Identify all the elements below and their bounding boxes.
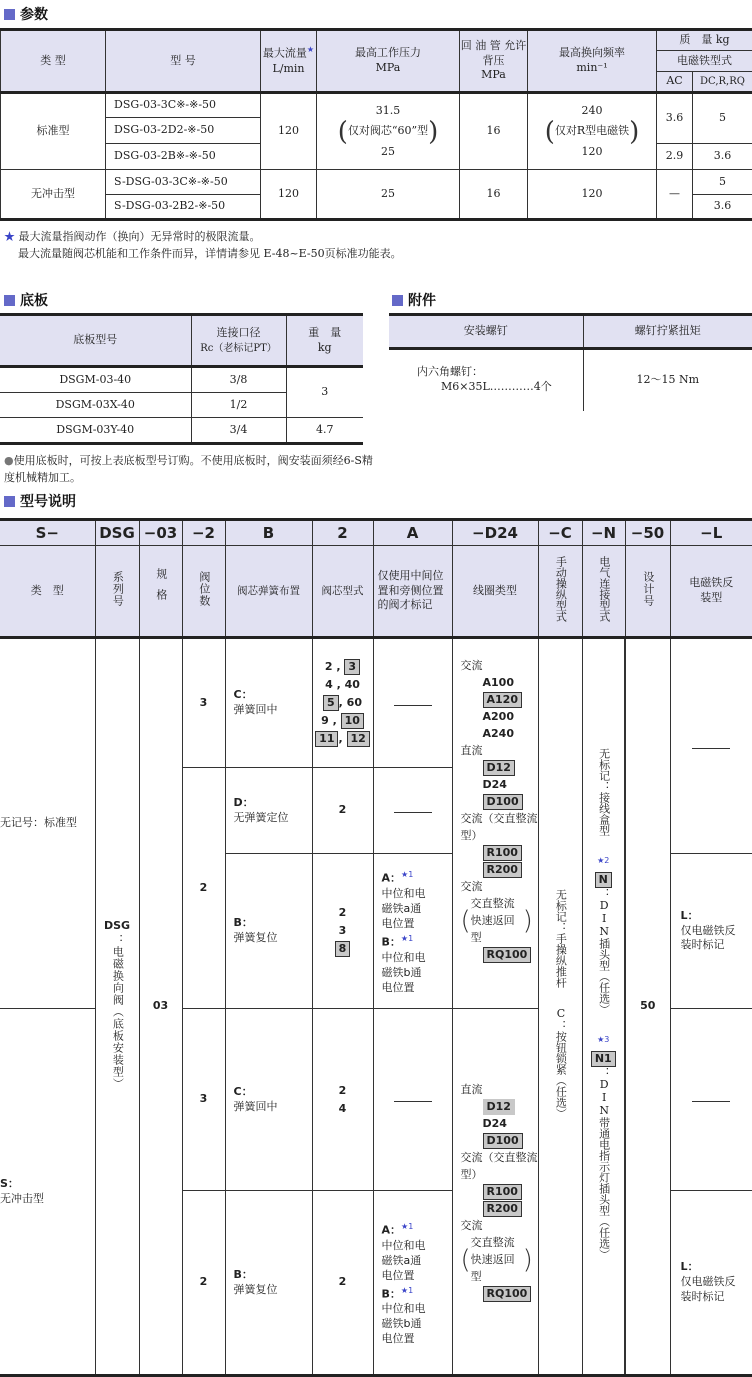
- code-reverse: −L: [670, 520, 752, 546]
- subplate-weight: 4.7: [286, 418, 363, 444]
- desc-positions: 阀位数: [182, 546, 225, 638]
- square-bullet-icon: [4, 295, 15, 306]
- spring-cell: D： 无弹簧定位: [225, 768, 312, 854]
- subplate-note: ●使用底板时，可按上表底板型号订购。不使用底板时，阀安装面须经6-S精度机械精加工。: [4, 452, 374, 486]
- spool-cell: 2 , 3 4 , 40 5 , 60 9 , 10 11 , 12: [312, 638, 373, 768]
- model-cell: S-DSG-03-3C※-※-50: [106, 170, 261, 195]
- subplate-model: DSGM-03Y-40: [0, 418, 191, 444]
- params-table: [0, 28, 752, 221]
- positions-cell: 3: [182, 1009, 225, 1191]
- square-bullet-icon: [4, 9, 15, 20]
- reverse-cell: [670, 1009, 752, 1191]
- elec-cell: 无标记：接线盒型 $^{★2}$ N ：DIN插头型（任选） $^{★3}$ N1 ：DIN带通电指示灯插头型（任选）: [582, 638, 625, 1376]
- spool-cell: 2: [312, 768, 373, 854]
- code-elec: −N: [582, 520, 625, 546]
- subplate-port: 3/8: [191, 367, 286, 393]
- header-back-pressure: 回 油 管 允许背压 MPa: [460, 30, 528, 93]
- ac-mass: 2.9: [657, 144, 693, 170]
- spool-cell: 2: [312, 1191, 373, 1376]
- type-standard: 标准型: [1, 93, 106, 170]
- code-coil: −D24: [452, 520, 538, 546]
- bullet-icon: ●: [4, 454, 14, 467]
- params-title: 参数: [20, 4, 48, 24]
- desc-spring: 阀芯弹簧布置: [225, 546, 312, 638]
- flow-cell: 120: [261, 93, 317, 170]
- type-shockless: 无冲击型: [1, 170, 106, 220]
- section-title-params: [4, 4, 48, 24]
- accessory-table: [389, 313, 752, 411]
- dc-mass: 5: [693, 170, 752, 195]
- code-spool: 2: [312, 520, 373, 546]
- mark-cell: A：$^{★1}$ 中位和电磁铁a通电位置 B：$^{★1}$ 中位和电磁铁b通电位置: [373, 1191, 452, 1376]
- model-cell: S-DSG-03-2B2-※-50: [106, 195, 261, 220]
- subplate-model: DSGM-03-40: [0, 367, 191, 393]
- spool-cell: 2 3 8: [312, 854, 373, 1009]
- header-solenoid: 电磁铁型式: [657, 51, 752, 72]
- reverse-cell: L： 仅电磁铁反装时标记: [670, 854, 752, 1009]
- spring-cell: C： 弹簧回中: [225, 1009, 312, 1191]
- pressure-cell: 25: [317, 170, 460, 220]
- star-icon: ★: [4, 230, 15, 243]
- code-positions: −2: [182, 520, 225, 546]
- code-design: −50: [625, 520, 670, 546]
- type-shockless: S： 无冲击型: [0, 1009, 95, 1376]
- freq-cell: 120: [528, 170, 657, 220]
- section-title-accessory: [392, 290, 436, 310]
- square-bullet-icon: [392, 295, 403, 306]
- spring-cell: B： 弹簧复位: [225, 854, 312, 1009]
- square-bullet-icon: [4, 496, 15, 507]
- reverse-cell: L： 仅电磁铁反装时标记: [670, 1191, 752, 1376]
- mark-cell: [373, 638, 452, 768]
- reverse-cell: [670, 638, 752, 854]
- header-port: 连接口径 Rc（老标记PT）: [191, 315, 286, 367]
- back-pressure-cell: 16: [460, 170, 528, 220]
- desc-size: 规格: [139, 546, 182, 638]
- params-notes: ★ 最大流量指阀动作（换向）无异常时的极限流量。 最大流量随阀芯机能和工作条件而异，详情请参见 E-48~E-50页标准功能表。: [4, 228, 402, 262]
- bolt-cell: 内六角螺钉： M6×35L…………4个: [389, 349, 583, 411]
- model-code-table: [0, 518, 752, 1377]
- manual-cell: 无标记：手操纵推杆 C：按钮锁紧（任选）: [538, 638, 582, 1376]
- header-type: 类 型: [1, 30, 106, 93]
- code-type: S−: [0, 520, 95, 546]
- desc-design: 设计号: [625, 546, 670, 638]
- series-cell: DSG ：电磁换向阀（底板安装型）: [95, 638, 139, 1376]
- coil-standard: 交流 A100 A120 A200 A240 直流 D12 D24 D100 交流（交直整流型） R100 R200 交流 ( 交直整流快速返回型 ) RQ100: [452, 638, 538, 1009]
- subplate-model: DSGM-03X-40: [0, 393, 191, 418]
- dc-mass: 5: [693, 93, 752, 144]
- desc-reverse: 电磁铁反装型: [670, 546, 752, 638]
- header-dc: DC,R,RQ: [693, 72, 752, 93]
- mark-cell: [373, 1009, 452, 1191]
- code-series: DSG: [95, 520, 139, 546]
- header-max-flow: 最大流量★ L/min: [261, 30, 317, 93]
- type-standard: 无记号：标准型: [0, 638, 95, 1009]
- header-weight: 重 量 kg: [286, 315, 363, 367]
- coil-shockless: 直流 D12 D24 D100 交流（交直整流型） R100 R200 交流 ( 交直整流快速返回型 ) RQ100: [452, 1009, 538, 1376]
- model-cell: DSG-03-2D2-※-50: [106, 118, 261, 144]
- header-max-freq: 最高换向频率 min⁻¹: [528, 30, 657, 93]
- section-title-model-code: [4, 491, 76, 511]
- header-max-pressure: 最高工作压力 MPa: [317, 30, 460, 93]
- model-cell: DSG-03-2B※-※-50: [106, 144, 261, 170]
- flow-cell: 120: [261, 170, 317, 220]
- subplate-weight: 3: [286, 367, 363, 418]
- dc-mass: 3.6: [693, 144, 752, 170]
- desc-manual: 手动操纵型式: [538, 546, 582, 638]
- subplate-port: 1/2: [191, 393, 286, 418]
- back-pressure-cell: 16: [460, 93, 528, 170]
- star-icon: ★: [307, 45, 314, 54]
- positions-cell: 2: [182, 1191, 225, 1376]
- dc-mass: 3.6: [693, 195, 752, 220]
- model-code-title: 型号说明: [20, 491, 76, 511]
- desc-series: 系列号: [95, 546, 139, 638]
- freq-cell: 240 ( 仅对R型电磁铁 ) 120: [528, 93, 657, 170]
- header-model: 型 号: [106, 30, 261, 93]
- subplate-port: 3/4: [191, 418, 286, 444]
- spring-cell: B： 弹簧复位: [225, 1191, 312, 1376]
- header-mass: 质 量 kg: [657, 30, 752, 51]
- code-spring: B: [225, 520, 312, 546]
- design-cell: 50: [625, 638, 670, 1376]
- ac-mass: —: [657, 170, 693, 220]
- mark-cell: [373, 768, 452, 854]
- model-cell: DSG-03-3C※-※-50: [106, 93, 261, 118]
- mark-cell: A：$^{★1}$ 中位和电磁铁a通电位置 B：$^{★1}$ 中位和电磁铁b通电位置: [373, 854, 452, 1009]
- code-size: −03: [139, 520, 182, 546]
- spring-cell: C： 弹簧回中: [225, 638, 312, 768]
- header-ac: AC: [657, 72, 693, 93]
- torque-cell: 12～15 Nm: [583, 349, 752, 411]
- header-torque: 螺钉拧紧扭矩: [583, 315, 752, 349]
- section-title-subplate: [4, 290, 48, 310]
- subplate-title: 底板: [20, 290, 48, 310]
- ac-mass: 3.6: [657, 93, 693, 144]
- accessory-title: 附件: [408, 290, 436, 310]
- pressure-cell: 31.5 ( 仅对阀芯“60”型 ) 25: [317, 93, 460, 170]
- desc-spool: 阀芯型式: [312, 546, 373, 638]
- header-bolt: 安装螺钉: [389, 315, 583, 349]
- code-manual: −C: [538, 520, 582, 546]
- desc-elec: 电气连接型式: [582, 546, 625, 638]
- desc-coil: 线圈类型: [452, 546, 538, 638]
- desc-type: 类 型: [0, 546, 95, 638]
- code-mark: A: [373, 520, 452, 546]
- positions-cell: 2: [182, 768, 225, 1009]
- spool-cell: 2 4: [312, 1009, 373, 1191]
- size-cell: 03: [139, 638, 182, 1376]
- subplate-table: [0, 313, 363, 445]
- positions-cell: 3: [182, 638, 225, 768]
- header-subplate-model: 底板型号: [0, 315, 191, 367]
- desc-mark: 仅使用中间位置和旁侧位置的阀才标记: [373, 546, 452, 638]
